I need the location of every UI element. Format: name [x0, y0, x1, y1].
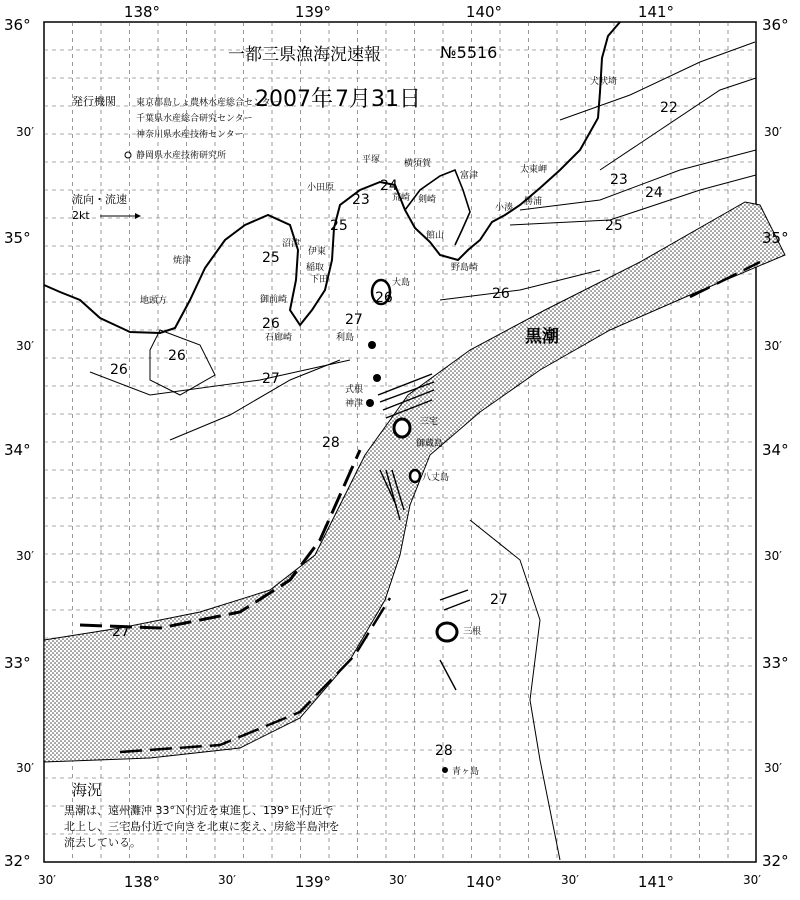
svg-text:荒崎: 荒崎: [392, 193, 411, 203]
kuroshio-label: 黒潮: [525, 327, 559, 347]
lon-tick-bottom-0: 30′: [38, 873, 56, 887]
svg-text:石廊崎: 石廊崎: [265, 333, 293, 343]
svg-text:26: 26: [375, 290, 393, 306]
publisher-1: 千葉県水産総合研究センター: [136, 114, 253, 124]
svg-text:利島: 利島: [336, 333, 355, 343]
svg-text:犬吠埼: 犬吠埼: [590, 77, 618, 87]
publisher-marker-icon: [125, 152, 131, 158]
svg-text:大島: 大島: [392, 278, 411, 288]
svg-text:27: 27: [345, 312, 363, 328]
lat-tick-right-3430: 30′: [764, 339, 782, 353]
svg-text:稲取: 稲取: [306, 263, 325, 273]
svg-text:28: 28: [322, 435, 340, 451]
lat-tick-left-33: 33°: [4, 654, 31, 672]
svg-text:23: 23: [352, 192, 370, 208]
lon-tick-bottom-3: 139°: [294, 873, 332, 891]
lat-tick-right-35: 35°: [762, 229, 789, 247]
svg-text:勝浦: 勝浦: [524, 197, 543, 207]
report-title: 一都三県漁海況速報: [228, 45, 381, 65]
svg-text:館山: 館山: [426, 231, 445, 241]
island-toshima: [368, 341, 376, 349]
svg-text:26: 26: [492, 286, 510, 302]
flow-legend-speed: 2kt: [72, 209, 90, 222]
svg-text:小湊: 小湊: [495, 203, 514, 213]
svg-text:26: 26: [110, 362, 128, 378]
lat-tick-left-3230: 30′: [16, 761, 34, 775]
issue-number: №5516: [440, 43, 498, 62]
svg-text:27: 27: [262, 371, 280, 387]
lat-tick-left-35: 35°: [4, 229, 31, 247]
svg-text:25: 25: [262, 250, 280, 266]
lon-tick-top-138: 138°: [123, 3, 161, 21]
island-niijima: [373, 374, 381, 382]
publishers-label: 発行機関: [72, 95, 116, 108]
svg-text:27: 27: [112, 624, 130, 640]
lon-tick-top-141: 141°: [637, 3, 675, 21]
flow-legend-label: 流向・流速: [72, 193, 127, 206]
lon-tick-bottom-5: 140°: [465, 873, 503, 891]
lat-tick-left-3530: 30′: [16, 125, 34, 139]
svg-text:焼津: 焼津: [173, 256, 192, 266]
lat-tick-left-36: 36°: [4, 16, 31, 34]
conditions-heading: 海況: [72, 781, 103, 799]
svg-text:27: 27: [490, 592, 508, 608]
svg-text:横須賀: 横須賀: [404, 159, 432, 169]
svg-text:26: 26: [262, 316, 280, 332]
lon-tick-bottom-8: 30′: [743, 873, 761, 887]
conditions-line-1: 北上し、三宅島付近で向きを北東に変え、房総半島沖を: [64, 820, 340, 833]
svg-text:八丈島: 八丈島: [422, 473, 450, 483]
island-kozushima: [366, 399, 374, 407]
svg-text:24: 24: [645, 185, 663, 201]
svg-text:下田: 下田: [310, 275, 329, 285]
lat-tick-right-33: 33°: [762, 654, 789, 672]
lon-tick-bottom-7: 141°: [637, 873, 675, 891]
lat-tick-left-3430: 30′: [16, 339, 34, 353]
svg-text:地頭方: 地頭方: [140, 296, 168, 306]
island-aogashima: [442, 767, 448, 773]
lat-tick-left-32: 32°: [4, 852, 31, 870]
lat-tick-right-36: 36°: [762, 16, 789, 34]
svg-text:御蔵島: 御蔵島: [416, 439, 444, 449]
svg-text:神津: 神津: [345, 399, 364, 409]
svg-text:三宅: 三宅: [420, 417, 439, 427]
svg-text:野島崎: 野島崎: [451, 263, 479, 273]
lat-tick-left-3330: 30′: [16, 549, 34, 563]
svg-text:25: 25: [605, 218, 623, 234]
svg-text:三根: 三根: [463, 627, 482, 637]
publisher-0: 東京都島しょ農林水産総合センター: [136, 98, 280, 108]
publisher-3: 静岡県水産技術研究所: [136, 151, 227, 161]
report-date-year: 2007年: [255, 87, 333, 112]
lon-tick-top-140: 140°: [465, 3, 503, 21]
svg-text:平塚: 平塚: [362, 155, 381, 165]
conditions-line-2: 流去している。: [64, 836, 141, 849]
publisher-2: 神奈川県水産技術センター: [136, 130, 244, 140]
island-miyake: [394, 419, 410, 437]
svg-text:小田原: 小田原: [307, 183, 335, 193]
lat-tick-right-3530: 30′: [764, 125, 782, 139]
svg-text:式根: 式根: [345, 385, 364, 395]
svg-text:伊東: 伊東: [308, 247, 327, 257]
report-date-md: 7月31日: [335, 87, 421, 112]
conditions-line-0: 黒潮は、遠州灘沖 33°Ｎ付近を東進し、139°Ｅ付近で: [64, 804, 334, 817]
lon-tick-bottom-4: 30′: [389, 873, 407, 887]
svg-text:剣崎: 剣崎: [418, 195, 437, 205]
svg-text:太東岬: 太東岬: [520, 165, 548, 175]
svg-text:25: 25: [330, 218, 348, 234]
lon-tick-bottom-6: 30′: [561, 873, 579, 887]
svg-text:24: 24: [380, 178, 398, 194]
svg-text:23: 23: [610, 172, 628, 188]
svg-text:沼津: 沼津: [282, 239, 301, 249]
lon-tick-bottom-2: 30′: [218, 873, 236, 887]
lon-tick-top-139: 139°: [294, 3, 332, 21]
svg-text:28: 28: [435, 743, 453, 759]
lat-tick-right-34: 34°: [762, 441, 789, 459]
svg-text:26: 26: [168, 348, 186, 364]
lon-tick-bottom-1: 138°: [123, 873, 161, 891]
svg-text:御前崎: 御前崎: [260, 295, 288, 305]
island-hachijo: [437, 623, 457, 641]
lat-tick-left-34: 34°: [4, 441, 31, 459]
lat-tick-right-3230: 30′: [764, 761, 782, 775]
svg-text:青ヶ島: 青ヶ島: [452, 767, 480, 777]
svg-text:富津: 富津: [460, 171, 479, 181]
lat-tick-right-32: 32°: [762, 852, 789, 870]
lat-tick-right-3330: 30′: [764, 549, 782, 563]
island-mikura: [410, 470, 420, 482]
svg-text:22: 22: [660, 100, 678, 116]
